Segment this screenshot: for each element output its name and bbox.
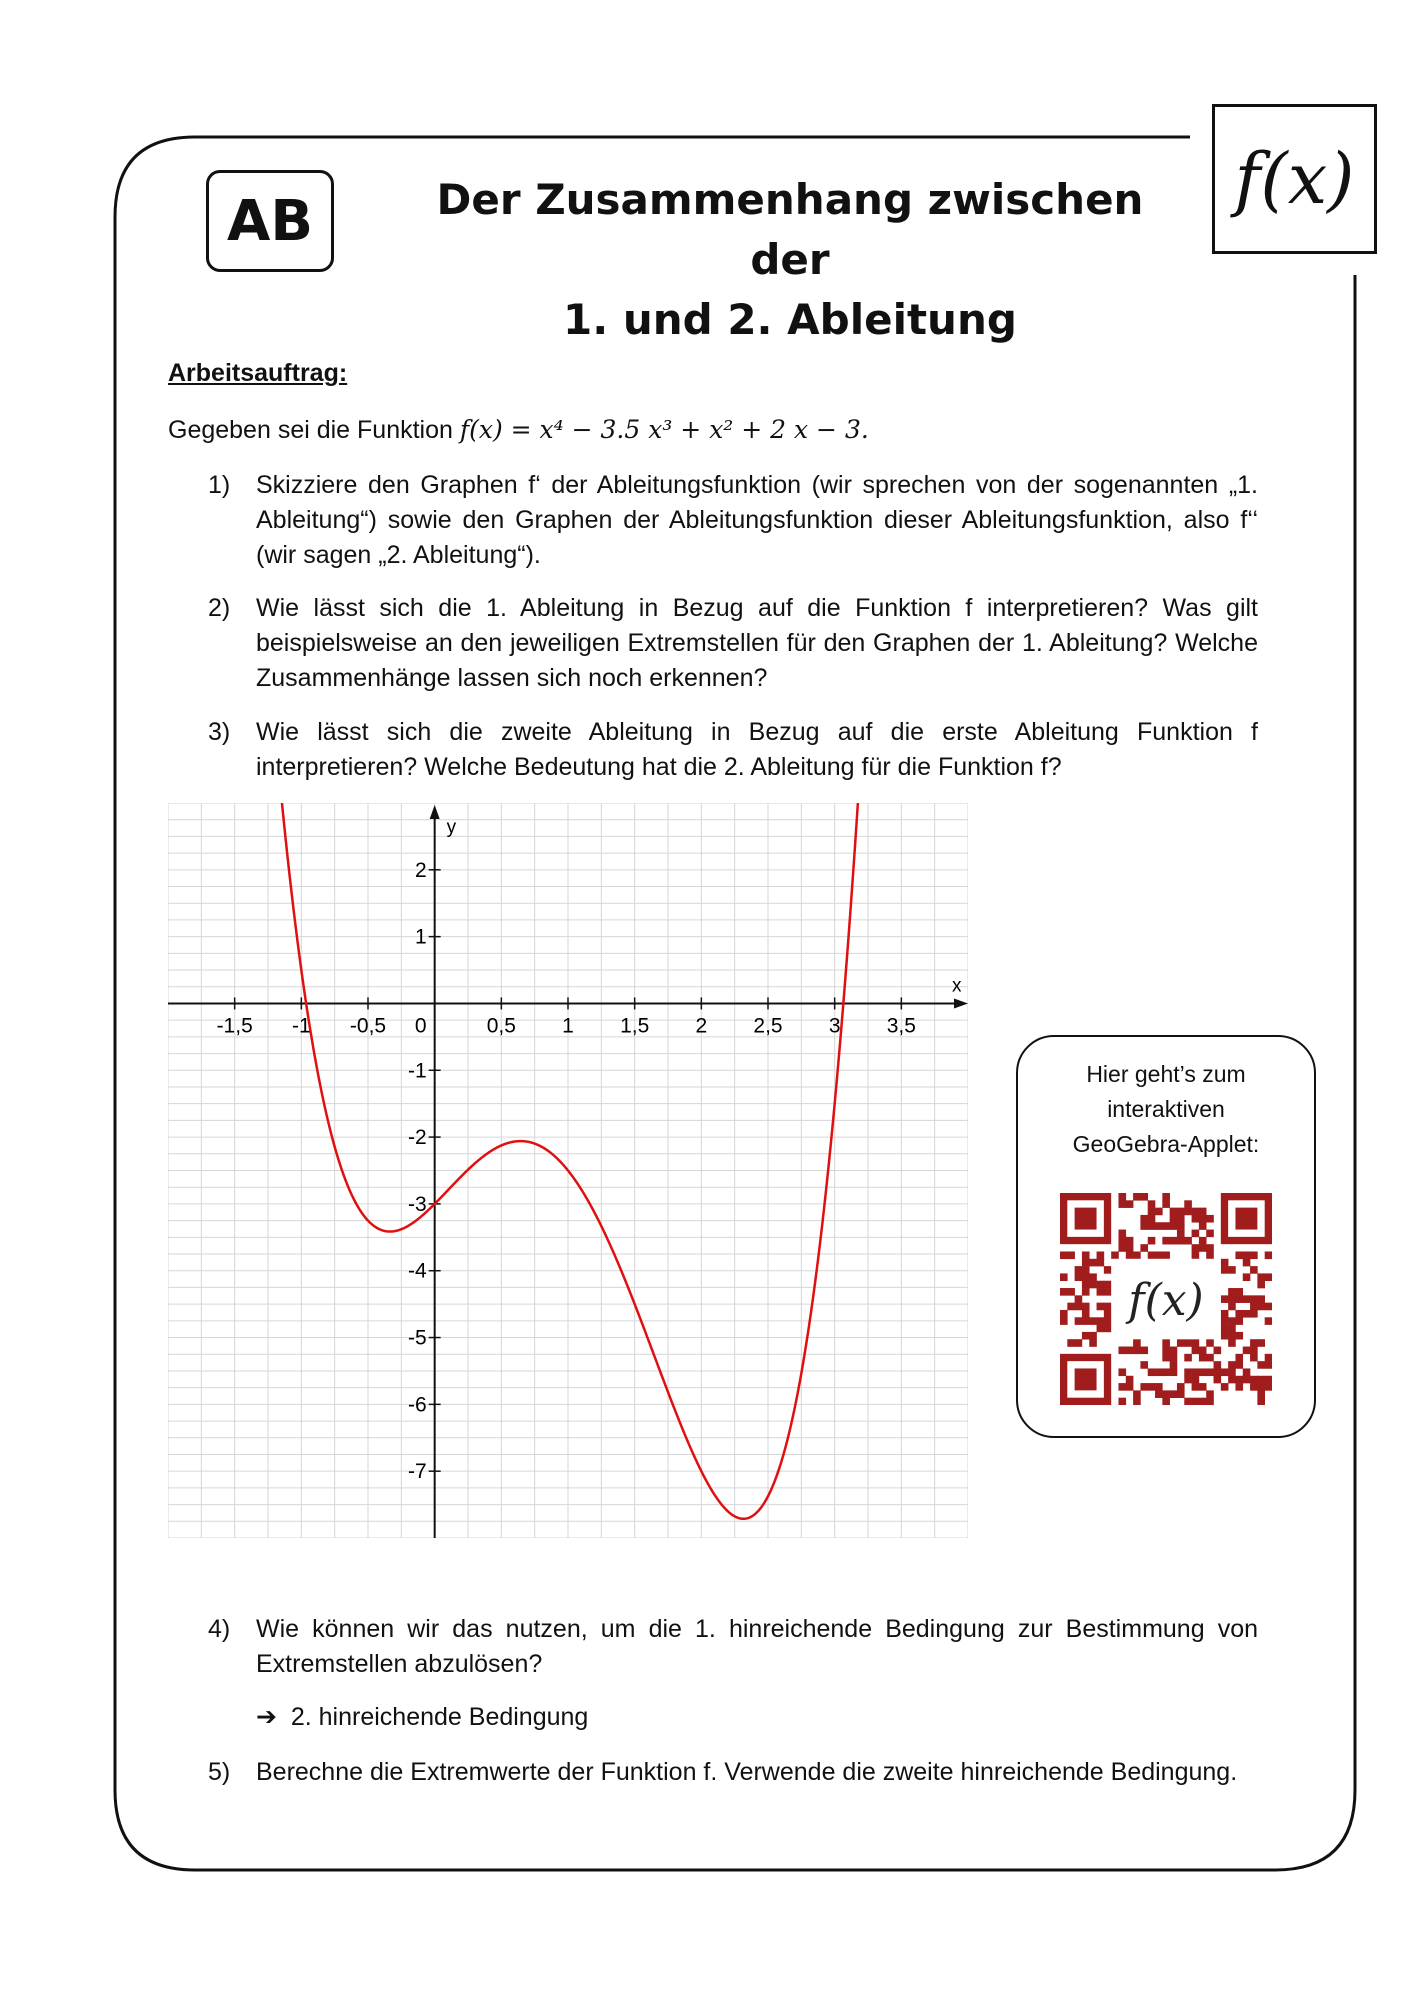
qr-module (1097, 1251, 1105, 1259)
qr-module (1199, 1208, 1207, 1216)
qr-finder-inner (1075, 1368, 1097, 1390)
qr-module (1265, 1273, 1272, 1281)
given-formula: f(x) = x⁴ − 3.5 x³ + x² + 2 x − 3. (459, 415, 869, 444)
qr-module (1097, 1288, 1105, 1296)
qr-module (1082, 1310, 1090, 1318)
qr-caption (1018, 1057, 1314, 1162)
qr-module (1235, 1295, 1243, 1303)
qr-module (1177, 1339, 1185, 1347)
task-item-5 (208, 1755, 1258, 1790)
qr-module (1155, 1251, 1163, 1259)
qr-module (1177, 1222, 1185, 1230)
x-axis-label: x (952, 975, 962, 997)
qr-module (1257, 1383, 1265, 1391)
qr-module (1199, 1368, 1207, 1376)
qr-module (1177, 1230, 1185, 1238)
x-axis-arrow (954, 998, 968, 1008)
qr-module (1170, 1368, 1178, 1376)
qr-module (1206, 1390, 1214, 1398)
qr-module (1228, 1368, 1236, 1376)
qr-module (1170, 1215, 1178, 1223)
qr-module (1162, 1339, 1170, 1347)
qr-module (1104, 1317, 1112, 1325)
qr-module (1140, 1222, 1148, 1230)
qr-module (1243, 1251, 1251, 1259)
qr-module (1228, 1288, 1236, 1296)
qr-module (1221, 1259, 1229, 1267)
y-tick-label: -2 (407, 1126, 427, 1150)
qr-module (1155, 1368, 1163, 1376)
qr-module (1257, 1273, 1265, 1281)
qr-module (1192, 1215, 1200, 1223)
qr-module (1257, 1398, 1265, 1405)
item-text: Wie lässt sich die zweite Ableitung in Bezug auf die erste Ableitung Funktion f interpretieren? Welche Bedeutung hat die 2. Ableitung für die Funktion f? (256, 718, 1258, 781)
qr-module (1250, 1251, 1258, 1259)
qr-module (1206, 1398, 1214, 1405)
qr-module (1104, 1310, 1112, 1318)
qr-module (1170, 1390, 1178, 1398)
x-tick-label: 3 (828, 1014, 841, 1038)
qr-module (1184, 1376, 1192, 1384)
y-tick-label: -6 (407, 1393, 427, 1417)
qr-module (1257, 1295, 1265, 1303)
qr-module (1243, 1368, 1251, 1376)
qr-module (1184, 1237, 1192, 1245)
qr-module (1104, 1281, 1112, 1289)
qr-module (1155, 1208, 1163, 1216)
qr-module (1118, 1368, 1126, 1376)
qr-module (1082, 1288, 1090, 1296)
qr-module (1228, 1339, 1236, 1347)
qr-module (1126, 1347, 1134, 1355)
qr-module (1126, 1251, 1134, 1259)
x-tick-label: -0,5 (349, 1014, 387, 1038)
qr-module (1243, 1376, 1251, 1384)
qr-module (1250, 1339, 1258, 1347)
qr-module (1133, 1193, 1141, 1201)
y-tick-label: 2 (414, 858, 427, 882)
qr-module (1067, 1339, 1075, 1347)
qr-module (1140, 1361, 1148, 1369)
qr-module (1184, 1398, 1192, 1405)
qr-module (1257, 1376, 1265, 1384)
qr-module (1170, 1347, 1178, 1355)
qr-module (1184, 1200, 1192, 1208)
qr-module (1265, 1383, 1272, 1391)
qr-code[interactable] (1060, 1193, 1272, 1405)
qr-logo-text: f(x) (1128, 1275, 1204, 1326)
qr-module (1250, 1347, 1258, 1355)
qr-module (1243, 1259, 1251, 1267)
qr-module (1228, 1332, 1236, 1340)
qr-module (1104, 1303, 1112, 1311)
qr-module (1235, 1251, 1243, 1259)
item-number: 3) (208, 718, 231, 746)
qr-module (1177, 1383, 1185, 1391)
x-tick-label: 0,5 (486, 1014, 516, 1038)
qr-module (1111, 1251, 1119, 1259)
qr-module (1126, 1383, 1134, 1391)
qr-module (1089, 1259, 1097, 1267)
hint-text: 2. hinreichende Bedingung (290, 1703, 589, 1731)
qr-module (1192, 1347, 1200, 1355)
qr-module (1228, 1376, 1236, 1384)
qr-module (1140, 1193, 1148, 1201)
qr-module (1265, 1361, 1272, 1369)
item-number: 1) (208, 471, 231, 499)
fx-logo: f(x) (1212, 104, 1377, 254)
title-line-1: Der Zusammenhang zwischen der (436, 175, 1144, 284)
qr-module (1082, 1332, 1090, 1340)
qr-module (1097, 1281, 1105, 1289)
qr-module (1148, 1200, 1156, 1208)
qr-module (1133, 1390, 1141, 1398)
qr-module (1250, 1303, 1258, 1311)
qr-module (1118, 1230, 1126, 1238)
qr-module (1221, 1310, 1229, 1318)
y-tick-label: -4 (407, 1259, 427, 1283)
qr-caption-line-2: interaktiven (1107, 1096, 1225, 1122)
qr-module (1140, 1347, 1148, 1355)
qr-caption-line-1: Hier geht’s zum (1086, 1061, 1246, 1087)
title-line-2: 1. und 2. Ableitung (563, 295, 1017, 344)
qr-module (1228, 1266, 1236, 1274)
y-tick-label: 1 (414, 925, 427, 949)
qr-module (1184, 1354, 1192, 1362)
qr-module (1155, 1222, 1163, 1230)
x-tick-label: 0 (414, 1014, 427, 1038)
x-tick-label: -1,5 (216, 1014, 253, 1038)
qr-module (1221, 1295, 1229, 1303)
qr-module (1118, 1398, 1126, 1405)
qr-module (1235, 1317, 1243, 1325)
x-tick-label: 1,5 (620, 1014, 650, 1038)
qr-module (1250, 1376, 1258, 1384)
qr-module (1265, 1251, 1272, 1259)
qr-module (1162, 1368, 1170, 1376)
qr-module (1235, 1332, 1243, 1340)
qr-module (1162, 1222, 1170, 1230)
qr-module (1155, 1383, 1163, 1391)
qr-module (1162, 1200, 1170, 1208)
qr-module (1265, 1317, 1272, 1325)
item-text: Skizziere den Graphen f‘ der Ableitungsfunktion (wir sprechen von der sogenannten „1. Ableitung“) sowie den Graphen der Ableitungsfunktion dieser Ableitungsfunktion, also f‘‘ (wir sagen „2. Ableitung“). (256, 471, 1258, 569)
qr-module (1192, 1368, 1200, 1376)
qr-module (1214, 1368, 1222, 1376)
y-axis-label: y (446, 817, 457, 838)
y-tick-label: -5 (407, 1326, 427, 1350)
qr-module (1148, 1215, 1156, 1223)
qr-module (1192, 1208, 1200, 1216)
qr-module (1133, 1347, 1141, 1355)
qr-module (1155, 1390, 1163, 1398)
qr-module (1089, 1281, 1097, 1289)
qr-module (1089, 1317, 1097, 1325)
qr-module (1257, 1303, 1265, 1311)
qr-module (1250, 1266, 1258, 1274)
qr-module (1192, 1383, 1200, 1391)
qr-module (1170, 1361, 1178, 1369)
qr-module (1243, 1310, 1251, 1318)
qr-module (1162, 1237, 1170, 1245)
x-tick-label: -1 (291, 1014, 311, 1038)
qr-module (1118, 1347, 1126, 1355)
qr-module (1170, 1237, 1178, 1245)
geogebra-card (1016, 1035, 1316, 1438)
qr-module (1082, 1259, 1090, 1267)
qr-module (1250, 1310, 1258, 1318)
item-number: 4) (208, 1615, 231, 1643)
qr-module (1097, 1259, 1105, 1267)
qr-module (1235, 1310, 1243, 1318)
qr-module (1228, 1317, 1236, 1325)
qr-module (1140, 1215, 1148, 1223)
qr-module (1206, 1251, 1214, 1259)
qr-module (1192, 1230, 1200, 1238)
qr-module (1184, 1208, 1192, 1216)
qr-module (1082, 1251, 1090, 1259)
qr-module (1140, 1244, 1148, 1252)
qr-module (1060, 1273, 1068, 1281)
x-tick-label: 1 (562, 1014, 574, 1038)
qr-module (1060, 1251, 1068, 1259)
qr-module (1250, 1295, 1258, 1303)
qr-module (1206, 1215, 1214, 1223)
qr-module (1199, 1398, 1207, 1405)
qr-module (1214, 1376, 1222, 1384)
given-prefix: Gegeben sei die Funktion (168, 416, 460, 444)
item-text: Wie können wir das nutzen, um die 1. hinreichende Bedingung zur Bestimmung von Extremstellen abzulösen? (256, 1615, 1258, 1678)
qr-module (1148, 1368, 1156, 1376)
qr-module (1148, 1251, 1156, 1259)
qr-module (1177, 1390, 1185, 1398)
item-number: 5) (208, 1758, 231, 1786)
qr-module (1184, 1339, 1192, 1347)
qr-module (1243, 1347, 1251, 1355)
qr-caption-line-3: GeoGebra-Applet: (1072, 1131, 1260, 1157)
given-function (168, 412, 869, 448)
y-tick-label: -7 (407, 1460, 427, 1484)
x-tick-label: 3,5 (886, 1014, 916, 1038)
qr-module (1192, 1251, 1200, 1259)
qr-module (1148, 1208, 1156, 1216)
qr-module (1228, 1361, 1236, 1369)
qr-finder-inner (1235, 1208, 1257, 1230)
x-tick-label: 2 (695, 1014, 708, 1038)
qr-module (1206, 1368, 1214, 1376)
function-curve (280, 803, 859, 1519)
qr-module (1075, 1295, 1083, 1303)
qr-module (1162, 1193, 1170, 1201)
qr-module (1199, 1383, 1207, 1391)
item-number: 2) (208, 594, 231, 622)
qr-module (1192, 1244, 1200, 1252)
qr-module (1126, 1237, 1134, 1245)
qr-module (1089, 1332, 1097, 1340)
qr-module (1257, 1361, 1265, 1369)
qr-module (1257, 1339, 1265, 1347)
qr-module (1075, 1266, 1083, 1274)
qr-module (1243, 1273, 1251, 1281)
qr-module (1067, 1303, 1075, 1311)
qr-module (1060, 1288, 1068, 1296)
qr-module (1235, 1361, 1243, 1369)
qr-module (1140, 1383, 1148, 1391)
x-tick-label: 2,5 (753, 1014, 783, 1038)
qr-module (1228, 1295, 1236, 1303)
qr-module (1221, 1266, 1229, 1274)
qr-module (1199, 1222, 1207, 1230)
qr-module (1235, 1383, 1243, 1391)
qr-module (1082, 1303, 1090, 1311)
qr-module (1199, 1354, 1207, 1362)
qr-module (1235, 1376, 1243, 1384)
qr-module (1082, 1273, 1090, 1281)
qr-module (1126, 1376, 1134, 1384)
qr-module (1126, 1200, 1134, 1208)
qr-module (1148, 1222, 1156, 1230)
qr-module (1118, 1383, 1126, 1391)
qr-module (1133, 1339, 1141, 1347)
qr-module (1214, 1361, 1222, 1369)
qr-module (1162, 1251, 1170, 1259)
qr-module (1082, 1317, 1090, 1325)
qr-module (1118, 1200, 1126, 1208)
qr-module (1082, 1266, 1090, 1274)
qr-module (1089, 1339, 1097, 1347)
qr-module (1221, 1368, 1229, 1376)
task-item-2 (208, 591, 1258, 696)
function-chart (168, 803, 968, 1538)
y-tick-label: -3 (407, 1192, 427, 1216)
qr-module (1170, 1354, 1178, 1362)
qr-module (1192, 1376, 1200, 1384)
qr-module (1162, 1347, 1170, 1355)
y-axis-arrow (430, 805, 440, 819)
qr-module (1133, 1398, 1141, 1405)
qr-module (1162, 1390, 1170, 1398)
item-text: Wie lässt sich die 1. Ableitung in Bezug auf die Funktion f interpretieren? Was gilt beispielsweise an den jeweiligen Extremstellen für den Graphen der 1. Ableitung? Welche Zusammenhänge lassen sich noch erkennen? (256, 594, 1258, 692)
qr-module (1228, 1303, 1236, 1311)
qr-module (1075, 1273, 1083, 1281)
task-item-3 (208, 715, 1258, 785)
qr-module (1199, 1244, 1207, 1252)
qr-module (1177, 1215, 1185, 1223)
qr-module (1082, 1281, 1090, 1289)
qr-module (1133, 1251, 1141, 1259)
qr-module (1162, 1398, 1170, 1405)
qr-module (1170, 1208, 1178, 1216)
qr-module (1148, 1383, 1156, 1391)
qr-module (1214, 1347, 1222, 1355)
qr-module (1170, 1222, 1178, 1230)
qr-module (1265, 1303, 1272, 1311)
qr-module (1126, 1244, 1134, 1252)
qr-module (1118, 1193, 1126, 1201)
qr-module (1075, 1339, 1083, 1347)
qr-module (1221, 1332, 1229, 1340)
qr-module (1228, 1325, 1236, 1333)
qr-module (1097, 1303, 1105, 1311)
qr-module (1192, 1398, 1200, 1405)
qr-module (1221, 1325, 1229, 1333)
task-heading: Arbeitsauftrag: (168, 359, 348, 387)
qr-module (1097, 1325, 1105, 1333)
qr-module (1221, 1317, 1229, 1325)
qr-module (1235, 1354, 1243, 1362)
qr-module (1250, 1383, 1258, 1391)
qr-module (1177, 1208, 1185, 1216)
qr-module (1192, 1339, 1200, 1347)
qr-module (1250, 1354, 1258, 1362)
qr-module (1162, 1354, 1170, 1362)
task-item-1 (208, 468, 1258, 573)
qr-module (1221, 1383, 1229, 1391)
qr-module (1199, 1215, 1207, 1223)
page-title (400, 170, 1180, 350)
qr-module (1118, 1237, 1126, 1245)
qr-module (1206, 1339, 1214, 1347)
qr-module (1104, 1288, 1112, 1296)
qr-module (1118, 1244, 1126, 1252)
item-text: Berechne die Extremwerte der Funktion f. Verwende die zweite hinreichende Bedingung. (256, 1758, 1238, 1786)
qr-module (1177, 1237, 1185, 1245)
hint-line (256, 1700, 588, 1735)
qr-finder-inner (1075, 1208, 1097, 1230)
qr-module (1199, 1347, 1207, 1355)
ab-badge: AB (206, 170, 334, 272)
qr-module (1235, 1288, 1243, 1296)
qr-module (1257, 1281, 1265, 1289)
qr-module (1148, 1237, 1156, 1245)
qr-module (1257, 1390, 1265, 1398)
qr-module (1199, 1237, 1207, 1245)
qr-module (1206, 1230, 1214, 1238)
qr-module (1206, 1244, 1214, 1252)
qr-module (1265, 1354, 1272, 1362)
qr-module (1089, 1273, 1097, 1281)
qr-module (1184, 1368, 1192, 1376)
qr-module (1075, 1317, 1083, 1325)
qr-module (1067, 1288, 1075, 1296)
qr-module (1206, 1354, 1214, 1362)
qr-module (1067, 1251, 1075, 1259)
qr-module (1097, 1317, 1105, 1325)
qr-module (1265, 1376, 1272, 1384)
task-item-4 (208, 1612, 1258, 1682)
qr-module (1075, 1303, 1083, 1311)
qr-module (1243, 1295, 1251, 1303)
qr-module (1104, 1266, 1112, 1274)
qr-module (1060, 1317, 1068, 1325)
qr-module (1060, 1310, 1068, 1318)
qr-module (1104, 1325, 1112, 1333)
arrow-icon: ➔ (256, 1703, 277, 1731)
y-tick-label: -1 (407, 1059, 427, 1083)
